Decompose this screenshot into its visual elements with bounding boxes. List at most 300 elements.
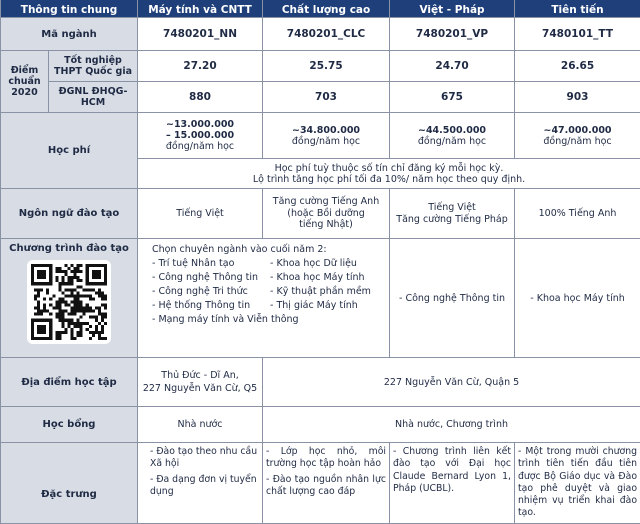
qr-module bbox=[83, 288, 86, 291]
qr-module bbox=[98, 276, 101, 279]
qr-module bbox=[55, 300, 58, 303]
fee-col-4 bbox=[515, 113, 640, 159]
qr-module bbox=[101, 331, 104, 334]
qr-module bbox=[58, 282, 61, 285]
qr-module bbox=[98, 331, 101, 334]
program-label: Chương trình đào tạo bbox=[4, 243, 134, 254]
qr-module bbox=[43, 264, 46, 267]
qr-module bbox=[104, 273, 107, 276]
qr-module bbox=[98, 264, 101, 267]
qr-module bbox=[64, 319, 67, 322]
qr-module bbox=[83, 313, 86, 316]
program-item: - Hệ thống Thông tin bbox=[152, 299, 270, 313]
qr-module bbox=[89, 297, 92, 300]
qr-module bbox=[104, 264, 107, 267]
scholarship-value: Nhà nước, Chương trình bbox=[263, 407, 640, 443]
qr-module bbox=[89, 288, 92, 291]
qr-module bbox=[37, 307, 40, 310]
qr-module bbox=[37, 304, 40, 307]
qr-module bbox=[104, 337, 107, 340]
qr-module bbox=[55, 316, 58, 319]
qr-module bbox=[40, 331, 43, 334]
score-dgnl-row bbox=[1, 82, 640, 113]
qr-module bbox=[74, 267, 77, 270]
qr-module bbox=[37, 282, 40, 285]
qr-module bbox=[77, 267, 80, 270]
qr-module bbox=[67, 294, 70, 297]
fee-note-line: Lộ trình tăng học phí tối đa 10%/ năm học theo quy định. bbox=[141, 174, 637, 185]
qr-module bbox=[92, 310, 95, 313]
scholarship-row bbox=[1, 407, 640, 443]
score-tn-row bbox=[1, 51, 640, 82]
qr-module bbox=[61, 325, 64, 328]
qr-module bbox=[80, 294, 83, 297]
qr-module bbox=[34, 282, 37, 285]
features-row bbox=[1, 443, 640, 524]
score-value: 25.75 bbox=[263, 51, 390, 82]
qr-module bbox=[86, 270, 89, 273]
qr-module bbox=[74, 310, 77, 313]
qr-module bbox=[86, 294, 89, 297]
qr-module bbox=[67, 325, 70, 328]
qr-module bbox=[89, 282, 92, 285]
qr-module bbox=[89, 331, 92, 334]
qr-module bbox=[86, 276, 89, 279]
fee-note bbox=[138, 159, 640, 189]
program-list bbox=[152, 257, 386, 313]
qr-module bbox=[34, 288, 37, 291]
qr-module bbox=[95, 331, 98, 334]
qr-module bbox=[71, 276, 74, 279]
qr-module bbox=[37, 288, 40, 291]
qr-module bbox=[77, 297, 80, 300]
qr-module bbox=[67, 319, 70, 322]
qr-module bbox=[98, 310, 101, 313]
header-col-1: Máy tính và CNTT bbox=[138, 0, 263, 18]
qr-module bbox=[58, 307, 61, 310]
code-row bbox=[1, 18, 640, 51]
qr-module bbox=[74, 297, 77, 300]
qr-module bbox=[92, 288, 95, 291]
qr-module bbox=[80, 310, 83, 313]
qr-module bbox=[92, 276, 95, 279]
qr-code-icon[interactable] bbox=[27, 260, 111, 344]
code-value: 7480201_NN bbox=[138, 18, 263, 51]
qr-module bbox=[55, 267, 58, 270]
qr-module bbox=[31, 322, 34, 325]
location-label: Địa điểm học tập bbox=[1, 358, 138, 407]
qr-module bbox=[71, 300, 74, 303]
qr-module bbox=[71, 270, 74, 273]
qr-module bbox=[86, 264, 89, 267]
qr-module bbox=[49, 319, 52, 322]
language-line: (hoặc Bồi dưỡng bbox=[266, 208, 386, 220]
qr-module bbox=[64, 331, 67, 334]
qr-module bbox=[101, 328, 104, 331]
qr-module bbox=[37, 325, 40, 328]
score-dgnl-label: ĐGNL ĐHQG-HCM bbox=[49, 82, 138, 113]
qr-module bbox=[46, 319, 49, 322]
qr-module bbox=[71, 264, 74, 267]
qr-module bbox=[49, 267, 52, 270]
qr-module bbox=[58, 285, 61, 288]
fee-amount: ~13.000.000 bbox=[141, 119, 259, 130]
qr-module bbox=[89, 264, 92, 267]
qr-module bbox=[64, 310, 67, 313]
qr-module bbox=[86, 273, 89, 276]
qr-module bbox=[89, 316, 92, 319]
qr-module bbox=[43, 304, 46, 307]
qr-module bbox=[92, 316, 95, 319]
language-line: Tiếng Việt bbox=[393, 202, 511, 214]
qr-module bbox=[46, 282, 49, 285]
qr-module bbox=[71, 291, 74, 294]
qr-module bbox=[43, 337, 46, 340]
qr-module bbox=[92, 282, 95, 285]
qr-module bbox=[34, 313, 37, 316]
header-col-4: Tiên tiến bbox=[515, 0, 640, 18]
qr-module bbox=[92, 264, 95, 267]
qr-module bbox=[40, 337, 43, 340]
qr-module bbox=[95, 291, 98, 294]
qr-module bbox=[58, 334, 61, 337]
qr-module bbox=[49, 276, 52, 279]
qr-module bbox=[71, 319, 74, 322]
qr-module bbox=[40, 270, 43, 273]
fee-label: Học phí bbox=[1, 113, 138, 189]
qr-module bbox=[31, 276, 34, 279]
qr-module bbox=[101, 313, 104, 316]
qr-module bbox=[61, 313, 64, 316]
program-value: - Khoa học Máy tính bbox=[515, 239, 640, 358]
qr-module bbox=[43, 297, 46, 300]
qr-module bbox=[37, 319, 40, 322]
qr-module bbox=[104, 307, 107, 310]
qr-module bbox=[98, 322, 101, 325]
qr-module bbox=[43, 331, 46, 334]
qr-module bbox=[80, 316, 83, 319]
qr-module bbox=[83, 307, 86, 310]
qr-module bbox=[71, 334, 74, 337]
qr-module bbox=[101, 325, 104, 328]
qr-module bbox=[49, 279, 52, 282]
program-item: - Trí tuệ Nhân tạo bbox=[152, 257, 270, 271]
qr-module bbox=[49, 322, 52, 325]
header-row bbox=[1, 0, 640, 18]
qr-module bbox=[98, 294, 101, 297]
qr-module bbox=[101, 264, 104, 267]
qr-module bbox=[43, 273, 46, 276]
features-col-2 bbox=[263, 443, 390, 524]
qr-module bbox=[55, 276, 58, 279]
qr-module bbox=[98, 307, 101, 310]
code-value: 7480101_TT bbox=[515, 18, 640, 51]
qr-module bbox=[61, 319, 64, 322]
qr-module bbox=[92, 270, 95, 273]
score-value: 880 bbox=[138, 82, 263, 113]
scholarship-label: Học bổng bbox=[1, 407, 138, 443]
program-majors bbox=[138, 239, 390, 358]
program-intro: Chọn chuyên ngành vào cuối năm 2: bbox=[152, 243, 386, 257]
qr-module bbox=[80, 325, 83, 328]
qr-module bbox=[74, 322, 77, 325]
qr-module bbox=[40, 264, 43, 267]
fee-unit: đồng/năm học bbox=[518, 136, 637, 147]
qr-module bbox=[64, 300, 67, 303]
qr-module bbox=[95, 325, 98, 328]
qr-module bbox=[67, 279, 70, 282]
language-row bbox=[1, 189, 640, 239]
qr-module bbox=[104, 313, 107, 316]
qr-module bbox=[34, 297, 37, 300]
qr-module bbox=[37, 313, 40, 316]
qr-module bbox=[98, 337, 101, 340]
qr-module bbox=[74, 313, 77, 316]
qr-module bbox=[101, 304, 104, 307]
program-row bbox=[1, 239, 640, 358]
qr-module bbox=[37, 273, 40, 276]
qr-module bbox=[43, 282, 46, 285]
qr-module bbox=[58, 288, 61, 291]
qr-module bbox=[77, 325, 80, 328]
qr-module bbox=[34, 307, 37, 310]
qr-module bbox=[98, 291, 101, 294]
qr-module bbox=[80, 270, 83, 273]
qr-module bbox=[58, 270, 61, 273]
qr-module bbox=[49, 270, 52, 273]
qr-module bbox=[46, 264, 49, 267]
header-col-3: Việt - Pháp bbox=[390, 0, 515, 18]
qr-module bbox=[46, 310, 49, 313]
language-line: Tăng cường Tiếng Pháp bbox=[393, 214, 511, 226]
qr-module bbox=[46, 288, 49, 291]
qr-module bbox=[61, 282, 64, 285]
qr-module bbox=[74, 337, 77, 340]
qr-module bbox=[49, 313, 52, 316]
qr-module bbox=[55, 337, 58, 340]
qr-module bbox=[49, 334, 52, 337]
qr-module bbox=[104, 267, 107, 270]
code-value: 7480201_CLC bbox=[263, 18, 390, 51]
qr-module bbox=[31, 325, 34, 328]
qr-module bbox=[31, 331, 34, 334]
qr-module bbox=[95, 319, 98, 322]
qr-module bbox=[49, 297, 52, 300]
qr-module bbox=[31, 337, 34, 340]
qr-module bbox=[95, 307, 98, 310]
score-value: 703 bbox=[263, 82, 390, 113]
qr-module bbox=[77, 264, 80, 267]
qr-module bbox=[86, 267, 89, 270]
qr-module bbox=[61, 270, 64, 273]
qr-module bbox=[49, 273, 52, 276]
qr-module bbox=[46, 337, 49, 340]
qr-module bbox=[74, 288, 77, 291]
qr-module bbox=[104, 282, 107, 285]
qr-module bbox=[98, 313, 101, 316]
features-col-3 bbox=[390, 443, 515, 524]
qr-module bbox=[37, 270, 40, 273]
qr-module bbox=[67, 313, 70, 316]
feature-item: - Một trong mười chương trình tiên tiến đầu tiên được Bộ Giáo dục và Đào tạo phê duyệt và giao nhiệm vụ triển khai đào tạo. bbox=[518, 446, 637, 520]
fee-note-line: Học phí tuỳ thuộc số tín chỉ đăng ký mỗi học kỳ. bbox=[141, 163, 637, 174]
qr-module bbox=[77, 331, 80, 334]
fee-amount: – 15.000.000 bbox=[141, 130, 259, 141]
qr-module bbox=[98, 334, 101, 337]
qr-module bbox=[31, 273, 34, 276]
qr-module bbox=[80, 300, 83, 303]
qr-module bbox=[49, 325, 52, 328]
qr-module bbox=[104, 297, 107, 300]
qr-module bbox=[64, 294, 67, 297]
qr-module bbox=[95, 264, 98, 267]
qr-module bbox=[80, 285, 83, 288]
qr-module bbox=[101, 297, 104, 300]
qr-module bbox=[67, 276, 70, 279]
qr-module bbox=[64, 264, 67, 267]
language-value: 100% Tiếng Anh bbox=[515, 189, 640, 239]
qr-module bbox=[95, 273, 98, 276]
qr-module bbox=[71, 294, 74, 297]
fee-unit: đồng/năm học bbox=[141, 141, 259, 152]
qr-module bbox=[98, 288, 101, 291]
qr-module bbox=[77, 276, 80, 279]
qr-module bbox=[64, 328, 67, 331]
qr-module bbox=[77, 319, 80, 322]
qr-module bbox=[104, 294, 107, 297]
qr-module bbox=[40, 328, 43, 331]
location-row bbox=[1, 358, 640, 407]
program-value: - Công nghệ Thông tin bbox=[390, 239, 515, 358]
qr-module bbox=[77, 285, 80, 288]
qr-module bbox=[61, 310, 64, 313]
score-group-label: Điểm chuẩn 2020 bbox=[1, 51, 49, 113]
qr-module bbox=[74, 304, 77, 307]
feature-item: - Đào tạo nguồn nhân lực chất lượng cao đáp bbox=[266, 474, 386, 499]
qr-module bbox=[61, 331, 64, 334]
fee-unit: đồng/năm học bbox=[393, 136, 511, 147]
qr-module bbox=[80, 331, 83, 334]
qr-module bbox=[77, 291, 80, 294]
location-line: 227 Nguyễn Văn Cừ, Q5 bbox=[141, 382, 259, 395]
qr-module bbox=[55, 270, 58, 273]
location-value bbox=[138, 358, 263, 407]
qr-module bbox=[37, 328, 40, 331]
qr-module bbox=[86, 310, 89, 313]
qr-module bbox=[101, 294, 104, 297]
qr-module bbox=[77, 310, 80, 313]
qr-module bbox=[95, 270, 98, 273]
location-line: Thủ Đức - Dĩ An, bbox=[141, 369, 259, 382]
qr-module bbox=[61, 322, 64, 325]
qr-module bbox=[61, 300, 64, 303]
qr-module bbox=[31, 282, 34, 285]
qr-module bbox=[71, 279, 74, 282]
qr-module bbox=[104, 316, 107, 319]
fee-row bbox=[1, 113, 640, 159]
language-value bbox=[263, 189, 390, 239]
features-col-4 bbox=[515, 443, 640, 524]
qr-module bbox=[55, 307, 58, 310]
header-col-2: Chất lượng cao bbox=[263, 0, 390, 18]
qr-module bbox=[43, 319, 46, 322]
qr-module bbox=[77, 304, 80, 307]
qr-module bbox=[34, 264, 37, 267]
qr-module bbox=[80, 322, 83, 325]
qr-module bbox=[67, 282, 70, 285]
qr-module bbox=[77, 307, 80, 310]
features-label: Đặc trưng bbox=[1, 443, 138, 524]
qr-module bbox=[83, 294, 86, 297]
qr-module bbox=[71, 337, 74, 340]
qr-module bbox=[55, 334, 58, 337]
qr-module bbox=[58, 337, 61, 340]
qr-module bbox=[46, 291, 49, 294]
qr-module bbox=[95, 282, 98, 285]
qr-module bbox=[92, 297, 95, 300]
program-item: - Công nghệ Tri thức bbox=[152, 285, 270, 299]
fee-col-3 bbox=[390, 113, 515, 159]
qr-module bbox=[71, 331, 74, 334]
score-value: 675 bbox=[390, 82, 515, 113]
qr-module bbox=[74, 300, 77, 303]
qr-module bbox=[67, 304, 70, 307]
qr-module bbox=[49, 337, 52, 340]
language-line: tiếng Nhật) bbox=[266, 219, 386, 231]
qr-module bbox=[49, 304, 52, 307]
qr-module bbox=[80, 279, 83, 282]
qr-module bbox=[40, 310, 43, 313]
qr-module bbox=[55, 304, 58, 307]
qr-module bbox=[61, 297, 64, 300]
qr-module bbox=[58, 319, 61, 322]
code-label: Mã ngành bbox=[1, 18, 138, 51]
qr-code-graphic bbox=[31, 264, 107, 340]
qr-module bbox=[31, 279, 34, 282]
qr-module bbox=[86, 322, 89, 325]
qr-module bbox=[55, 279, 58, 282]
qr-module bbox=[71, 313, 74, 316]
feature-item: - Đào tạo theo nhu cầu Xã hội bbox=[150, 446, 259, 471]
qr-module bbox=[37, 337, 40, 340]
qr-module bbox=[37, 276, 40, 279]
qr-module bbox=[31, 334, 34, 337]
qr-module bbox=[80, 334, 83, 337]
qr-module bbox=[58, 316, 61, 319]
qr-module bbox=[71, 322, 74, 325]
feature-item: - Đa dạng đơn vị tuyển dụng bbox=[150, 474, 259, 499]
feature-item: - Chương trình liên kết đào tạo với Đại học Claude Bernard Lyon 1, Pháp (UCBL). bbox=[393, 446, 511, 495]
qr-module bbox=[58, 297, 61, 300]
fee-amount: ~47.000.000 bbox=[518, 125, 637, 136]
qr-module bbox=[89, 307, 92, 310]
qr-module bbox=[77, 279, 80, 282]
qr-module bbox=[43, 328, 46, 331]
qr-module bbox=[74, 325, 77, 328]
qr-module bbox=[77, 294, 80, 297]
program-label-cell bbox=[1, 239, 138, 358]
qr-module bbox=[89, 325, 92, 328]
qr-module bbox=[98, 270, 101, 273]
qr-module bbox=[74, 294, 77, 297]
qr-module bbox=[101, 337, 104, 340]
qr-module bbox=[80, 304, 83, 307]
qr-module bbox=[104, 276, 107, 279]
qr-module bbox=[37, 294, 40, 297]
qr-module bbox=[58, 310, 61, 313]
qr-module bbox=[64, 273, 67, 276]
qr-module bbox=[49, 264, 52, 267]
